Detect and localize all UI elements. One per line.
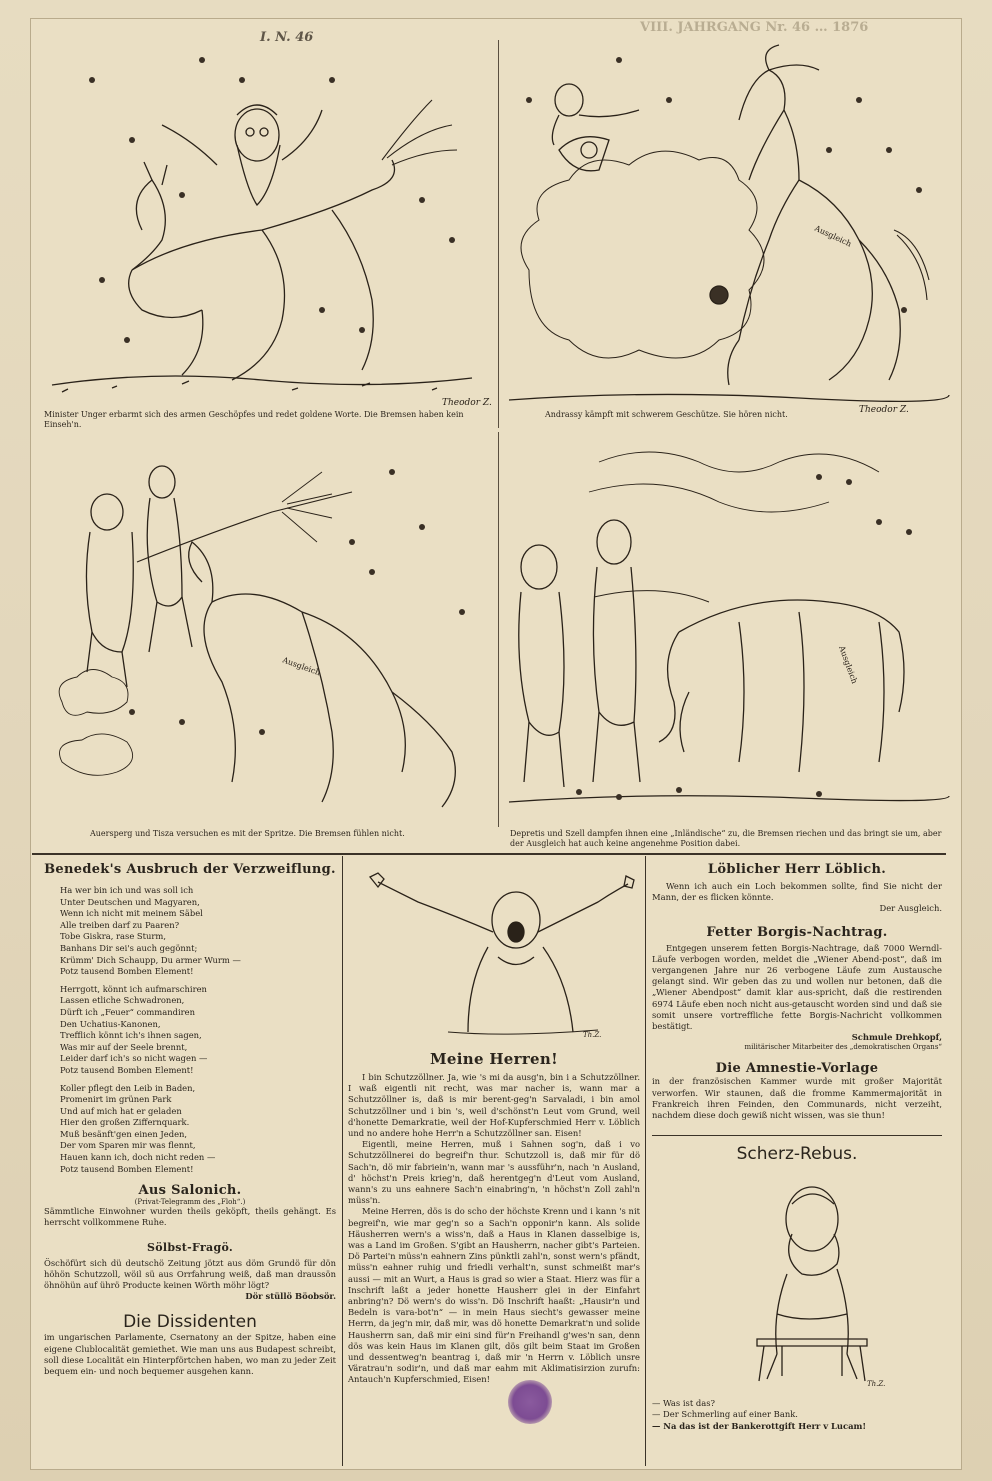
loeblich-text: Wenn ich auch ein Loch bekommen sollte, find Sie nicht der Mann, der es flicken könnte. bbox=[652, 881, 942, 903]
poem-line: Alle treiben darf zu Paaren? bbox=[60, 919, 180, 930]
amnestie-text: in der französischen Kammer wurde mit großer Majorität verworfen. Wir staunen, daß die fromme Kammermajorität in Frankreich ihren Feinden, den Communards, nicht verzeiht, nachdem diese doch gewiß nicht wissen, was sie thun! bbox=[652, 1076, 942, 1121]
poem-stanza bbox=[60, 1083, 336, 1176]
meine-herren-p3: Meine Herren, dös is do scho der höchste Krenn und i kann 's nit begreif'n, wie mar geg'n so a Sach'n opponir'n kann. Als solide Häusherren wern's a wiss'n, daß a Haus in Klanen dasselbige is, was a Land im Großen. S'gibt an Hausherrn, nacher gibt's Parteien. Dö Partei'n müss'n eahnern Zins pünktli zahl'n, sonst wern's pfändt, müss'n eahner ruhig und friedli verhalt'n, sunst schmeißt mar's aussi — mit an Wurt, a Haus is grad so wier a Staat. Hierz was für a Inschrift laßt a jeder honette Hausherr glei in der Einfahrt anbring'n? Dö wern's do wiss'n. Dö Inschrift haaßt: „Hausir'n und Bedeln is vara-bot'n“ — in mein Haus siecht's gewasser meine Herrn, da jeg'n mir, daß mir, was dö honette Demarkrat'n und solide Hausherrn san, daß mir eini sind für'n Freihandl g'wes'n san, denn dös was kein Haus im Klanen gilt, dös gilt beim Staat im Großen und dessentweg'n beantrag i, daß mir 'n Herrn v. Löblich unsre Väratrau'n sodir'n, und daß mar eahm mit Aklimatisirzion zurufn: Antauch'n Kupferschmied, Eisen! bbox=[348, 1206, 640, 1385]
cartoon-panel-andrassy bbox=[499, 40, 954, 428]
caption-panel-4: Depretis und Szell dampfen ihnen eine „Inländische“ zu, die Bremsen riechen und das bringt sie um, aber der Ausgleich hat auch keine angenehme Position dabei. bbox=[510, 829, 942, 848]
salonich-subtitle: (Privat-Telegramm des „Floh“.) bbox=[134, 1198, 246, 1207]
poem-line: Krümm' Dich Schaupp, Du armer Wurm — bbox=[60, 954, 241, 965]
poem-line: Potz tausend Bomben Element! bbox=[60, 966, 194, 977]
poem-line: Leider darf ich's so nicht wagen — bbox=[60, 1053, 208, 1064]
poem-line: Muß besänft'gen einen Jeden, bbox=[60, 1128, 188, 1139]
soelbst-signature: Dör stüllö Böobsör. bbox=[245, 1291, 336, 1302]
salonich-text: Sämmtliche Einwohner wurden theils geköpft, theils gehängt. Es herrscht vollkommene Ruhe. bbox=[44, 1206, 336, 1228]
meine-herren-title: Meine Herren! bbox=[430, 1050, 558, 1068]
rebus-q1: — Was ist das? bbox=[652, 1398, 716, 1409]
horse-label-3: Ausgleich bbox=[837, 644, 860, 685]
ghost-header: VIII. JAHRGANG Nr. 46 … 1876 bbox=[640, 20, 869, 35]
amnestie-title: Die Amnestie-Vorlage bbox=[715, 1061, 879, 1077]
benedek-poem bbox=[60, 885, 336, 1175]
library-stamp bbox=[508, 1380, 552, 1424]
loeblich-signature: Der Ausgleich. bbox=[879, 903, 942, 914]
borgis-signature-sub: militärischer Mitarbeiter des „demokratischen Organs“ bbox=[744, 1043, 942, 1052]
poem-line: Promenirt im grünen Park bbox=[60, 1094, 172, 1105]
caption-panel-1: Minister Unger erbarmt sich des armen Geschöpfes und redet goldene Worte. Die Bremsen haben kein Einseh'n. bbox=[44, 410, 464, 429]
center-column bbox=[348, 862, 640, 1386]
caption-panel-2: Andrassy kämpft mit schwerem Geschütze. Sie hören nicht. bbox=[545, 410, 788, 419]
poem-line: Tobe Giskra, rase Sturm, bbox=[60, 931, 167, 942]
borgis-title: Fetter Borgis-Nachtrag. bbox=[706, 924, 888, 940]
andrassy-cannon-illustration bbox=[499, 40, 954, 428]
dissidenten-text: im ungarischen Parlamente, Csernatony an der Spitze, haben eine eigene Clublocalität gemiethet. Wie man uns aus Budapest schreibt, soll diese Localität ein Hinterpförtchen haben, wo man zu jeder Zeit bequem ein- und noch bequemer ausgehen kann. bbox=[44, 1332, 336, 1377]
poem-line: Wenn ich nicht mit meinem Säbel bbox=[60, 908, 203, 919]
poem-line: Den Uchatius-Kanonen, bbox=[60, 1018, 161, 1029]
poem-line: Hauen kann ich, doch nicht reden — bbox=[60, 1152, 216, 1163]
column-divider-1 bbox=[342, 856, 343, 1466]
soelbst-title: Sölbst-Fragö. bbox=[146, 1240, 234, 1254]
poem-line: Und auf mich hat er geladen bbox=[60, 1105, 182, 1116]
borgis-text: Entgegen unserem fetten Borgis-Nachtrage, daß 7000 Werndl-Läufe verbogen worden, meldet die „Wiener Abend-post“, daß im vergangenen Jahre nur 26 verbogene Läufe zum Austausche gelangt sind. Wir geben das zu und wollen nur betonen, daß die „Wiener Abendpost“ damit klar aus-spricht, daß die restirenden 6974 Läufe eben noch nicht aus-getauscht worden sind und daß sie somit unsere vortreffliche fette Borgis-Nachricht vollkommen bestätigt. bbox=[652, 942, 942, 1032]
horse-label-2: Ausgleich bbox=[281, 655, 322, 678]
salonich-title: Aus Salonich. bbox=[138, 1183, 242, 1199]
soelbst-text: Öschöfürt sich dü deutschö Zeitung jötzt aus döm Grundö für dön höhön Schutzzoll, wöil sü aus Orrfahrung weiß, daß man draussön öhnöhün auf ührö Producte keinen Wörth möhr lögt? bbox=[44, 1257, 336, 1291]
right-column bbox=[652, 862, 942, 1432]
left-column bbox=[44, 862, 336, 1377]
unger-horse-illustration bbox=[32, 40, 498, 428]
poem-line: Was mir auf der Seele brennt, bbox=[60, 1041, 188, 1052]
poem-line: Ha wer bin ich und was soll ich bbox=[60, 885, 194, 895]
poem-stanza bbox=[60, 885, 336, 978]
cartoon-panel-depretis bbox=[499, 432, 954, 827]
poem-line: Potz tausend Bomben Element! bbox=[60, 1163, 194, 1174]
caption-panel-3: Auersperg und Tisza versuchen es mit der Spritze. Die Bremsen fühlen nicht. bbox=[90, 829, 405, 838]
cartoon-panel-auersperg bbox=[32, 432, 499, 827]
poem-line: Trefflich könnt ich's ihnen sagen, bbox=[60, 1030, 202, 1041]
poem-line: Dürft ich „Feuer“ commandiren bbox=[60, 1006, 196, 1017]
shouting-man-illustration bbox=[348, 862, 640, 1042]
poem-line: Potz tausend Bomben Element! bbox=[60, 1064, 194, 1075]
section-divider bbox=[32, 853, 946, 855]
poem-line: Banhans Dir sei's auch gegönnt; bbox=[60, 942, 198, 953]
poem-line: Lassen etliche Schwadronen, bbox=[60, 995, 185, 1006]
meine-herren-p1: I bin Schutzzöllner. Ja, wie 's mi da ausg'n, bin i a Schutzzöllner. I waß eigentli nit recht, was mar nacher is, wann mar a Schutzzöllner is, daß is mir berent-geg'n Sarvaladi, i bin amol Schutzzöllner und i bin 's, weil d'schönst'n Leut vom Grund, weil d'honette Demarkratie, weil der Hof-Kupferschmied Herr v. Löblich und no andere hohe Herr'n a Schutzzöllner san. Eisen! bbox=[348, 1072, 640, 1139]
depretis-smoke-illustration bbox=[499, 432, 954, 827]
borgis-signature: Schmule Drehkopf, bbox=[851, 1032, 942, 1043]
poem-line: Unter Deutschen und Magyaren, bbox=[60, 896, 200, 907]
auersperg-spray-illustration bbox=[32, 432, 498, 827]
rebus-q2: — Der Schmerling auf einer Bank. bbox=[652, 1409, 798, 1420]
meine-herren-p2: Eigentli, meine Herren, muß i Sahnen sog'n, daß i vo Schutzzöllnerei do begreif'n thur. Schutzzoll is, daß mir für dö Sach'n, dö mir fabriein'n, wann mar 's aussführ'n, nach 'n Ausland, d' höchst'n Preis krieg'n, daß herentgeg'n d'Leut vom Ausland, wann's zu uns eahnere Sach'n einabring'n, 'n höchst'n Zoll zahl'n müss'n. bbox=[348, 1139, 640, 1206]
artist-mark-1: Th.Z. bbox=[583, 1031, 602, 1039]
rebus-divider bbox=[652, 1135, 942, 1136]
artist-mark-2: Th.Z. bbox=[867, 1380, 886, 1389]
poem-line: Herrgott, könnt ich aufmarschiren bbox=[60, 983, 207, 994]
handwritten-ref: I. N. 46 bbox=[260, 30, 314, 45]
benedek-title: Benedek's Ausbruch der Verzweiflung. bbox=[44, 862, 336, 877]
poem-stanza bbox=[60, 984, 336, 1077]
poem-line: Der vom Sparen mir was flennt, bbox=[60, 1140, 196, 1151]
horse-label-1: Ausgleich bbox=[813, 223, 853, 249]
column-divider-2 bbox=[645, 856, 646, 1466]
signature-1: Theodor Z. bbox=[442, 398, 492, 408]
loeblich-title: Löblicher Herr Löblich. bbox=[707, 862, 887, 877]
rebus-illustration bbox=[652, 1164, 942, 1394]
cartoon-panel-unger bbox=[32, 40, 499, 428]
poem-line: Koller pflegt den Leib in Baden, bbox=[60, 1082, 196, 1093]
signature-2: Theodor Z. bbox=[859, 405, 909, 415]
dissidenten-title: Die Dissidenten bbox=[123, 1312, 257, 1333]
poem-line: Hier den großen Ziffernquark. bbox=[60, 1117, 190, 1128]
rebus-title: Scherz-Rebus. bbox=[736, 1144, 858, 1165]
rebus-q3: — Na das ist der Bankerottgift Herr v Lucam! bbox=[652, 1420, 867, 1431]
